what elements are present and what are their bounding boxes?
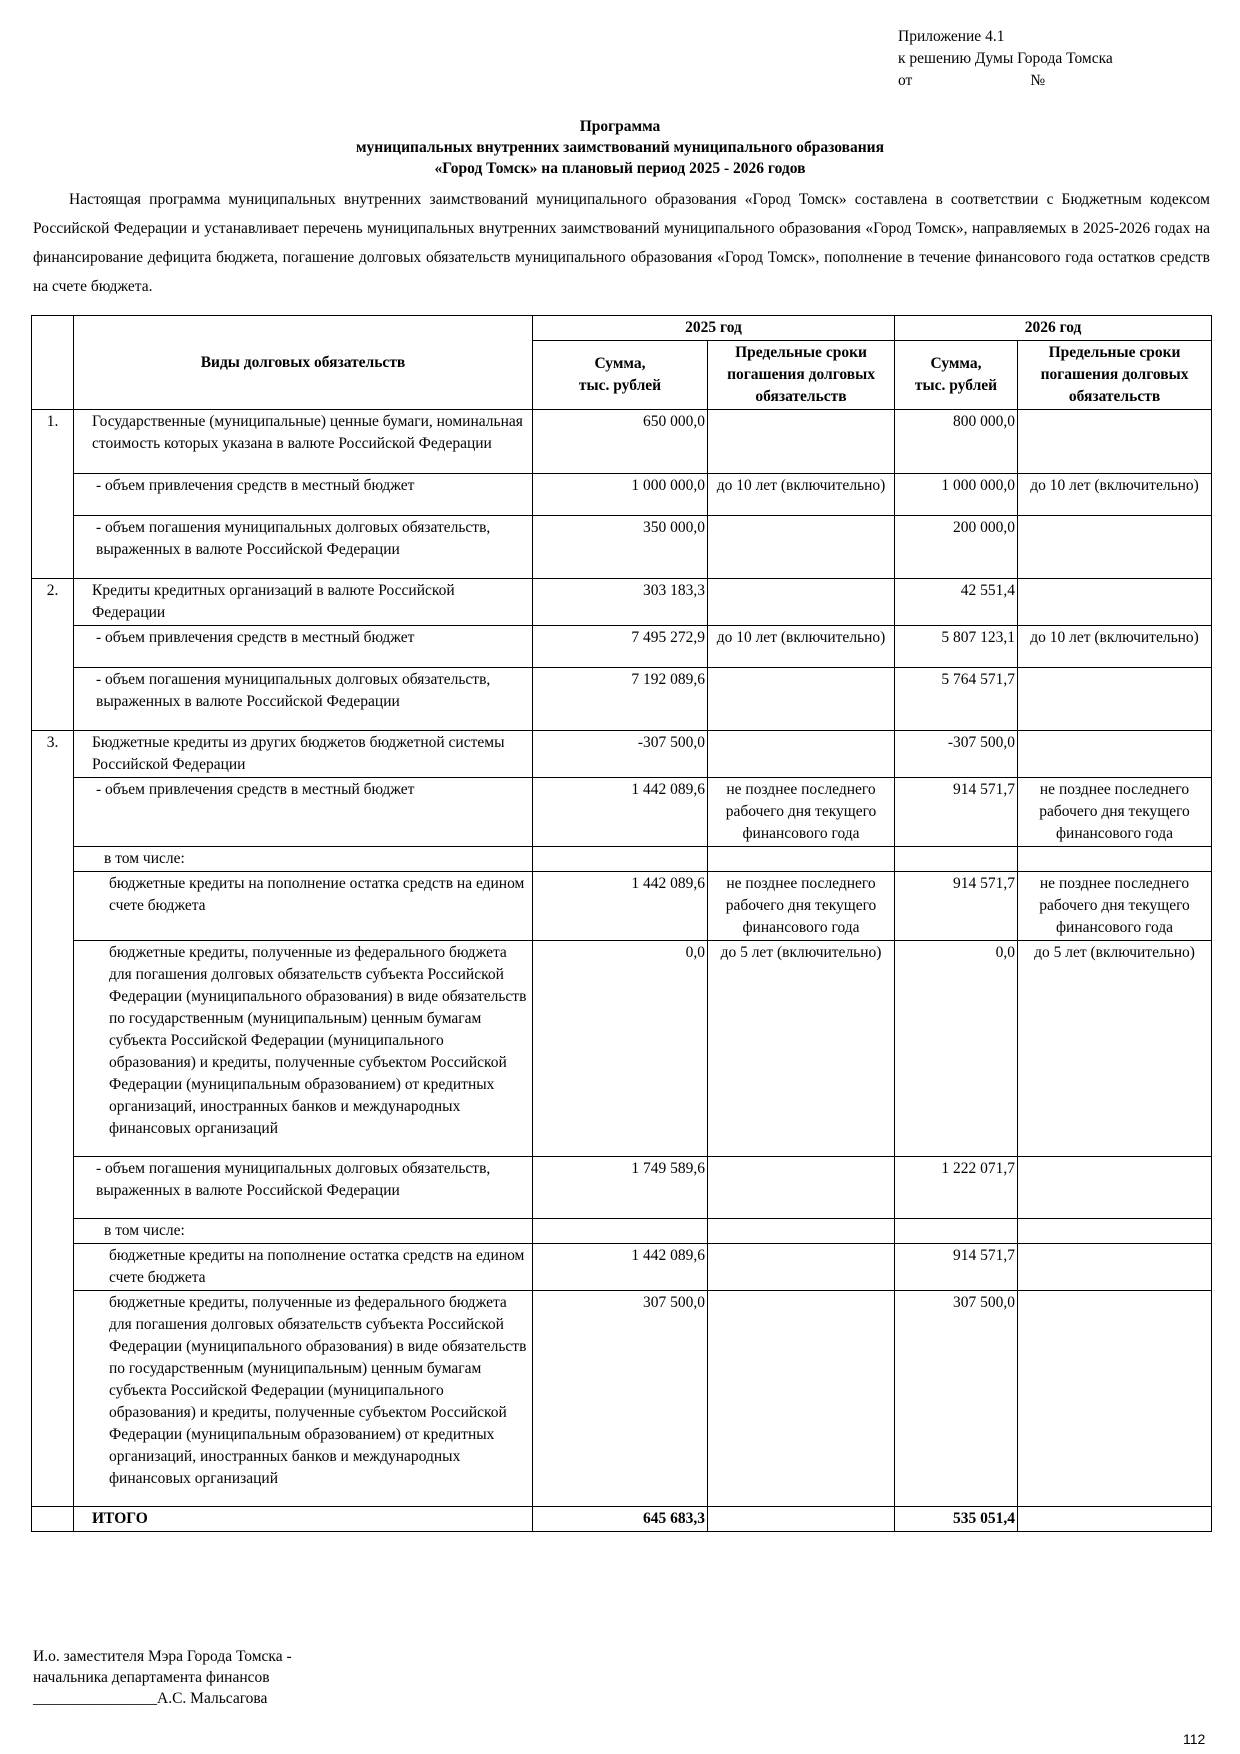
row-term-2025: до 10 лет (включительно): [708, 626, 895, 668]
row-name: - объем привлечения средств в местный бюджет: [74, 778, 533, 847]
row-number: [32, 1244, 74, 1291]
header-sum-2026: Сумма, тыс. рублей: [895, 341, 1018, 410]
title-line-3: «Город Томск» на плановый период 2025 - 2026 годов: [434, 160, 806, 177]
row-name: - объем погашения муниципальных долговых обязательств, выраженных в валюте Российской Федерации: [74, 516, 533, 579]
row-number: [32, 626, 74, 668]
title-line-2: муниципальных внутренних заимствований муниципального образования: [356, 139, 884, 156]
header-kind: Виды долговых обязательств: [74, 316, 533, 410]
row-sum-2026: 5 807 123,1: [895, 626, 1018, 668]
row-sum-2025: 1 442 089,6: [533, 778, 708, 847]
row-term-2026: [1018, 1291, 1212, 1507]
row-term-2026: [1018, 1157, 1212, 1219]
row-sum-2026: 307 500,0: [895, 1291, 1018, 1507]
row-term-2025: не позднее последнего рабочего дня текущего финансового года: [708, 872, 895, 941]
row-sum-2026: -307 500,0: [895, 731, 1018, 778]
row-number: [32, 474, 74, 516]
header-year-2025: 2025 год: [533, 316, 895, 341]
row-sum-2025: 1 000 000,0: [533, 474, 708, 516]
header-term-2026: Предельные сроки погашения долговых обязательств: [1018, 341, 1212, 410]
row-term-2026: [1018, 847, 1212, 872]
table-row: [32, 1219, 1212, 1244]
page-number: 112: [1183, 1731, 1206, 1747]
signature-line-2: начальника департамента финансов: [33, 1669, 270, 1686]
row-term-2025: [708, 847, 895, 872]
total-sum-2026: 535 051,4: [895, 1507, 1018, 1532]
appendix-from-label: от: [898, 72, 913, 89]
row-sum-2026: [895, 847, 1018, 872]
row-sum-2026: [895, 1219, 1018, 1244]
table-row: [32, 847, 1212, 872]
table-row: [32, 516, 1212, 579]
table-row: [32, 1291, 1212, 1507]
table-row: [32, 731, 1212, 778]
row-term-2026: [1018, 516, 1212, 579]
row-name: бюджетные кредиты, полученные из федерального бюджета для погашения долговых обязательств субъекта Российской Федерации (муниципального образования) в виде обязательств по государственным (муниципальным) ценным бумагам субъекта Российской Федерации (муниципального образования) и кредиты, полученные субъектом Российской Федерации (муниципальным образованием) от кредитных организаций, иностранных банков и международных финансовых организаций: [74, 1291, 533, 1507]
row-term-2025: [708, 731, 895, 778]
debt-program-table: [31, 315, 1212, 1532]
row-term-2026: [1018, 579, 1212, 626]
row-name: Государственные (муниципальные) ценные бумаги, номинальная стоимость которых указана в валюте Российской Федерации: [74, 410, 533, 474]
row-term-2025: [708, 516, 895, 579]
row-term-2025: [708, 579, 895, 626]
signature-line-3: ________________А.С. Мальсагова: [33, 1690, 268, 1707]
row-sum-2025: 1 442 089,6: [533, 872, 708, 941]
total-row: [32, 1507, 1212, 1532]
intro-paragraph: Настоящая программа муниципальных внутренних заимствований муниципального образования «Город Томск» составлена в соответствии с Бюджетным кодексом Российской Федерации и устанавливает перечень муниципальных внутренних заимствований муниципального образования «Город Томск», направляемых в 2025-2026 годах на финансирование дефицита бюджета, погашение долговых обязательств муниципального образования «Город Томск», пополнение в течение финансового года остатков средств на счете бюджета.: [33, 191, 1210, 295]
appendix-number-label: №: [1030, 72, 1046, 89]
row-term-2025: до 5 лет (включительно): [708, 941, 895, 1157]
table-row: [32, 1244, 1212, 1291]
table-row: [32, 474, 1212, 516]
header-year-2026: 2026 год: [895, 316, 1212, 341]
table-row: [32, 1157, 1212, 1219]
row-name: бюджетные кредиты, полученные из федерального бюджета для погашения долговых обязательств субъекта Российской Федерации (муниципального образования) в виде обязательств по государственным (муниципальным) ценным бумагам субъекта Российской Федерации (муниципального образования) и кредиты, полученные субъектом Российской Федерации (муниципальным образованием) от кредитных организаций, иностранных банков и международных финансовых организаций: [74, 941, 533, 1157]
row-name: в том числе:: [74, 847, 533, 872]
header-sum-2025: Сумма, тыс. рублей: [533, 341, 708, 410]
row-name: бюджетные кредиты на пополнение остатка средств на едином счете бюджета: [74, 1244, 533, 1291]
row-name: - объем привлечения средств в местный бюджет: [74, 474, 533, 516]
total-term-2026: [1018, 1507, 1212, 1532]
row-term-2025: [708, 1291, 895, 1507]
row-number: [32, 941, 74, 1157]
title-line-1: Программа: [579, 118, 661, 135]
row-term-2026: [1018, 668, 1212, 731]
row-term-2026: [1018, 731, 1212, 778]
row-sum-2026: 5 764 571,7: [895, 668, 1018, 731]
row-term-2026: до 10 лет (включительно): [1018, 474, 1212, 516]
row-term-2026: не позднее последнего рабочего дня текущего финансового года: [1018, 872, 1212, 941]
row-number: [32, 872, 74, 941]
row-number: 3.: [32, 731, 74, 778]
document-title: [150, 116, 1090, 179]
row-sum-2025: 307 500,0: [533, 1291, 708, 1507]
signature-block: [33, 1646, 292, 1709]
row-sum-2025: 350 000,0: [533, 516, 708, 579]
row-sum-2026: 42 551,4: [895, 579, 1018, 626]
row-number: [32, 778, 74, 847]
header-term-2025: Предельные сроки погашения долговых обязательств: [708, 341, 895, 410]
row-sum-2026: 200 000,0: [895, 516, 1018, 579]
row-name: Бюджетные кредиты из других бюджетов бюджетной системы Российской Федерации: [74, 731, 533, 778]
appendix-line-2: к решению Думы Города Томска: [898, 50, 1113, 67]
row-term-2026: до 10 лет (включительно): [1018, 626, 1212, 668]
row-sum-2025: 1 749 589,6: [533, 1157, 708, 1219]
appendix-header: [898, 26, 1113, 92]
table-row: [32, 872, 1212, 941]
table-row: [32, 668, 1212, 731]
row-name: Кредиты кредитных организаций в валюте Российской Федерации: [74, 579, 533, 626]
header-number-cell: [32, 316, 74, 410]
row-term-2026: [1018, 1219, 1212, 1244]
row-sum-2026: 914 571,7: [895, 778, 1018, 847]
table-row: [32, 941, 1212, 1157]
row-name: - объем погашения муниципальных долговых обязательств, выраженных в валюте Российской Федерации: [74, 668, 533, 731]
total-label: ИТОГО: [74, 1507, 533, 1532]
row-sum-2026: 914 571,7: [895, 872, 1018, 941]
row-sum-2026: 914 571,7: [895, 1244, 1018, 1291]
row-number: [32, 516, 74, 579]
row-number: [32, 668, 74, 731]
row-sum-2026: 1 222 071,7: [895, 1157, 1018, 1219]
row-sum-2025: 1 442 089,6: [533, 1244, 708, 1291]
row-term-2025: [708, 668, 895, 731]
row-name: в том числе:: [74, 1219, 533, 1244]
table-row: [32, 410, 1212, 474]
row-name: - объем привлечения средств в местный бюджет: [74, 626, 533, 668]
row-term-2025: до 10 лет (включительно): [708, 474, 895, 516]
row-sum-2025: 303 183,3: [533, 579, 708, 626]
appendix-line-3: [898, 70, 1113, 92]
row-term-2025: [708, 1244, 895, 1291]
row-sum-2025: 7 495 272,9: [533, 626, 708, 668]
row-term-2025: не позднее последнего рабочего дня текущего финансового года: [708, 778, 895, 847]
row-sum-2026: 0,0: [895, 941, 1018, 1157]
row-sum-2026: 1 000 000,0: [895, 474, 1018, 516]
row-sum-2025: 0,0: [533, 941, 708, 1157]
row-name: - объем погашения муниципальных долговых обязательств, выраженных в валюте Российской Федерации: [74, 1157, 533, 1219]
table-row: [32, 579, 1212, 626]
row-sum-2025: -307 500,0: [533, 731, 708, 778]
appendix-line-1: Приложение 4.1: [898, 28, 1005, 45]
row-number: [32, 1157, 74, 1219]
row-term-2025: [708, 1219, 895, 1244]
row-sum-2026: 800 000,0: [895, 410, 1018, 474]
table-row: [32, 626, 1212, 668]
row-sum-2025: 7 192 089,6: [533, 668, 708, 731]
row-term-2025: [708, 410, 895, 474]
signature-line-1: И.о. заместителя Мэра Города Томска -: [33, 1648, 292, 1665]
row-term-2026: не позднее последнего рабочего дня текущего финансового года: [1018, 778, 1212, 847]
row-term-2026: [1018, 1244, 1212, 1291]
row-number: [32, 1219, 74, 1244]
row-term-2026: до 5 лет (включительно): [1018, 941, 1212, 1157]
total-sum-2025: 645 683,3: [533, 1507, 708, 1532]
row-number: [32, 1291, 74, 1507]
table-row: [32, 778, 1212, 847]
row-sum-2025: [533, 847, 708, 872]
total-number-cell: [32, 1507, 74, 1532]
row-number: 1.: [32, 410, 74, 474]
row-sum-2025: 650 000,0: [533, 410, 708, 474]
row-number: 2.: [32, 579, 74, 626]
row-name: бюджетные кредиты на пополнение остатка средств на едином счете бюджета: [74, 872, 533, 941]
row-sum-2025: [533, 1219, 708, 1244]
row-number: [32, 847, 74, 872]
row-term-2025: [708, 1157, 895, 1219]
total-term-2025: [708, 1507, 895, 1532]
row-term-2026: [1018, 410, 1212, 474]
